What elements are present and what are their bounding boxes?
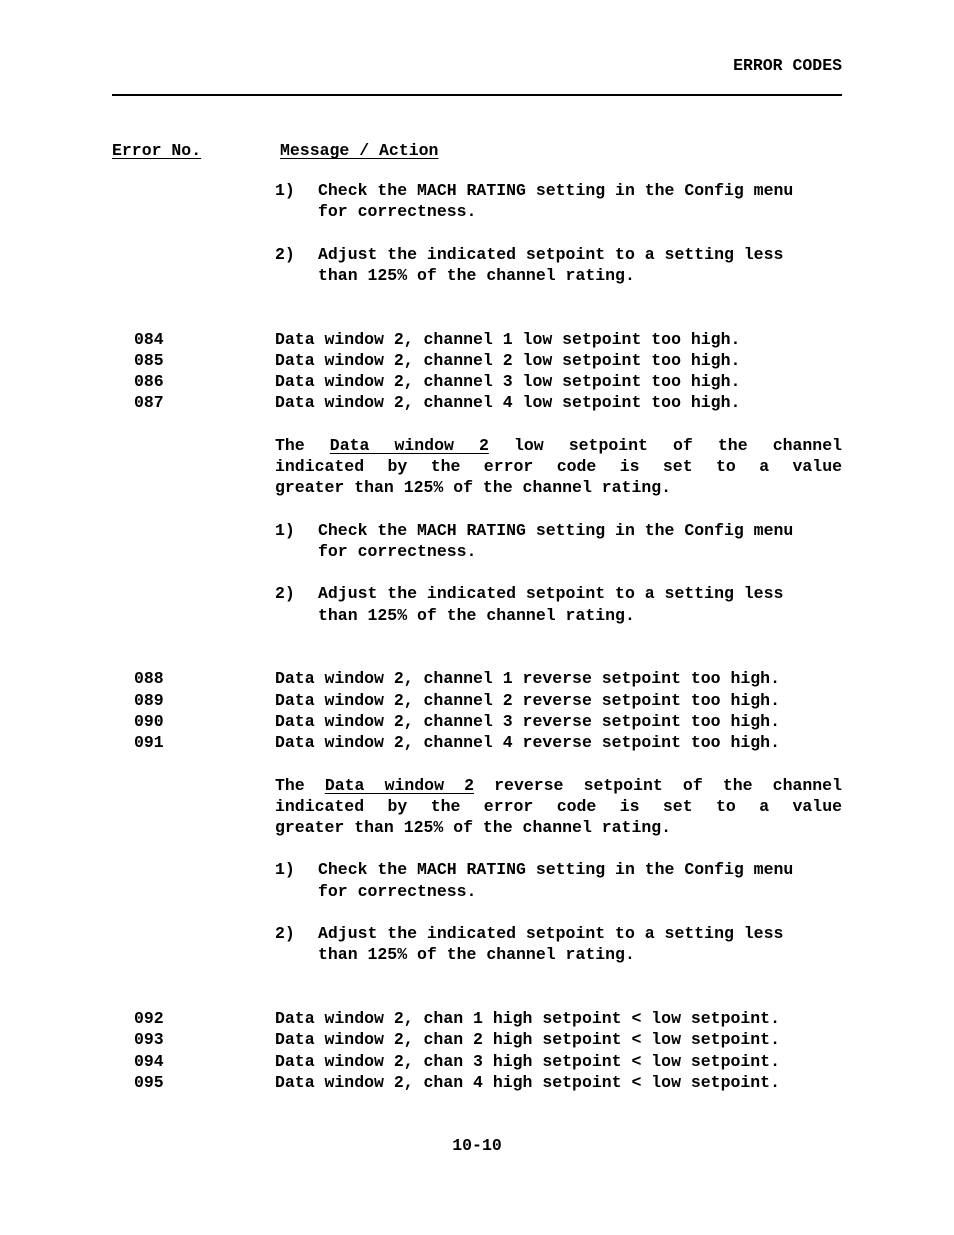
error-description: [275, 775, 842, 838]
error-description: [275, 435, 842, 498]
page-number: 10-10: [452, 1136, 502, 1155]
error-code: 090: [134, 712, 164, 731]
step-text-line: Check the MACH RATING setting in the Config menu: [318, 860, 794, 879]
description-text: The: [275, 776, 325, 795]
step-number: 2): [275, 584, 295, 603]
description-line: indicated by the error code is set to a value: [275, 457, 842, 476]
error-message: Data window 2, channel 4 low setpoint too high.: [275, 393, 741, 412]
step-number: 2): [275, 924, 295, 943]
section-title: ERROR CODES: [733, 56, 842, 75]
step-number: 1): [275, 860, 295, 879]
error-code: 093: [134, 1030, 164, 1049]
step-text-line: Check the MACH RATING setting in the Config menu: [318, 181, 794, 200]
error-message: Data window 2, chan 3 high setpoint < low setpoint.: [275, 1052, 780, 1071]
header-rule: [112, 94, 842, 96]
description-text: low setpoint of the channel: [488, 436, 842, 455]
error-message: Data window 2, channel 1 low setpoint too high.: [275, 330, 741, 349]
step-text-line: than 125% of the channel rating.: [318, 606, 635, 625]
description-text: The: [275, 436, 330, 455]
error-code: 085: [134, 351, 164, 370]
description-line: [275, 435, 842, 456]
error-message: Data window 2, channel 3 reverse setpoint too high.: [275, 712, 780, 731]
error-message: Data window 2, channel 3 low setpoint too high.: [275, 372, 741, 391]
error-message: Data window 2, channel 2 reverse setpoint too high.: [275, 691, 780, 710]
error-code: 091: [134, 733, 164, 752]
description-line: greater than 125% of the channel rating.: [275, 818, 672, 837]
step-number: 2): [275, 245, 295, 264]
data-window-reference: Data window 2: [324, 776, 475, 795]
description-line: [275, 775, 842, 796]
step-number: 1): [275, 521, 295, 540]
error-code: 095: [134, 1073, 164, 1092]
step-text-line: Adjust the indicated setpoint to a setting less: [318, 924, 784, 943]
step-text-line: Check the MACH RATING setting in the Config menu: [318, 521, 794, 540]
column-heading-message-action: Message / Action: [280, 141, 439, 160]
error-message: Data window 2, channel 2 low setpoint too high.: [275, 351, 741, 370]
error-code: 092: [134, 1009, 164, 1028]
step-text-line: for correctness.: [318, 542, 477, 561]
error-message: Data window 2, channel 1 reverse setpoint too high.: [275, 669, 780, 688]
error-message: Data window 2, channel 4 reverse setpoint too high.: [275, 733, 780, 752]
step-text-line: for correctness.: [318, 882, 477, 901]
error-code: 088: [134, 669, 164, 688]
description-text: reverse setpoint of the channel: [474, 776, 842, 795]
error-message: Data window 2, chan 2 high setpoint < low setpoint.: [275, 1030, 780, 1049]
step-text-line: for correctness.: [318, 202, 477, 221]
step-text-line: Adjust the indicated setpoint to a setting less: [318, 584, 784, 603]
error-message: Data window 2, chan 4 high setpoint < low setpoint.: [275, 1073, 780, 1092]
step-text-line: than 125% of the channel rating.: [318, 266, 635, 285]
step-number: 1): [275, 181, 295, 200]
error-code: 086: [134, 372, 164, 391]
data-window-reference: Data window 2: [329, 436, 489, 455]
column-heading-error-no: Error No.: [112, 141, 202, 160]
description-line: greater than 125% of the channel rating.: [275, 478, 672, 497]
error-code: 087: [134, 393, 164, 412]
error-message: Data window 2, chan 1 high setpoint < low setpoint.: [275, 1009, 780, 1028]
error-code: 084: [134, 330, 164, 349]
error-code: 094: [134, 1052, 164, 1071]
step-text-line: Adjust the indicated setpoint to a setting less: [318, 245, 784, 264]
step-text-line: than 125% of the channel rating.: [318, 945, 635, 964]
description-line: indicated by the error code is set to a value: [275, 797, 842, 816]
error-code: 089: [134, 691, 164, 710]
